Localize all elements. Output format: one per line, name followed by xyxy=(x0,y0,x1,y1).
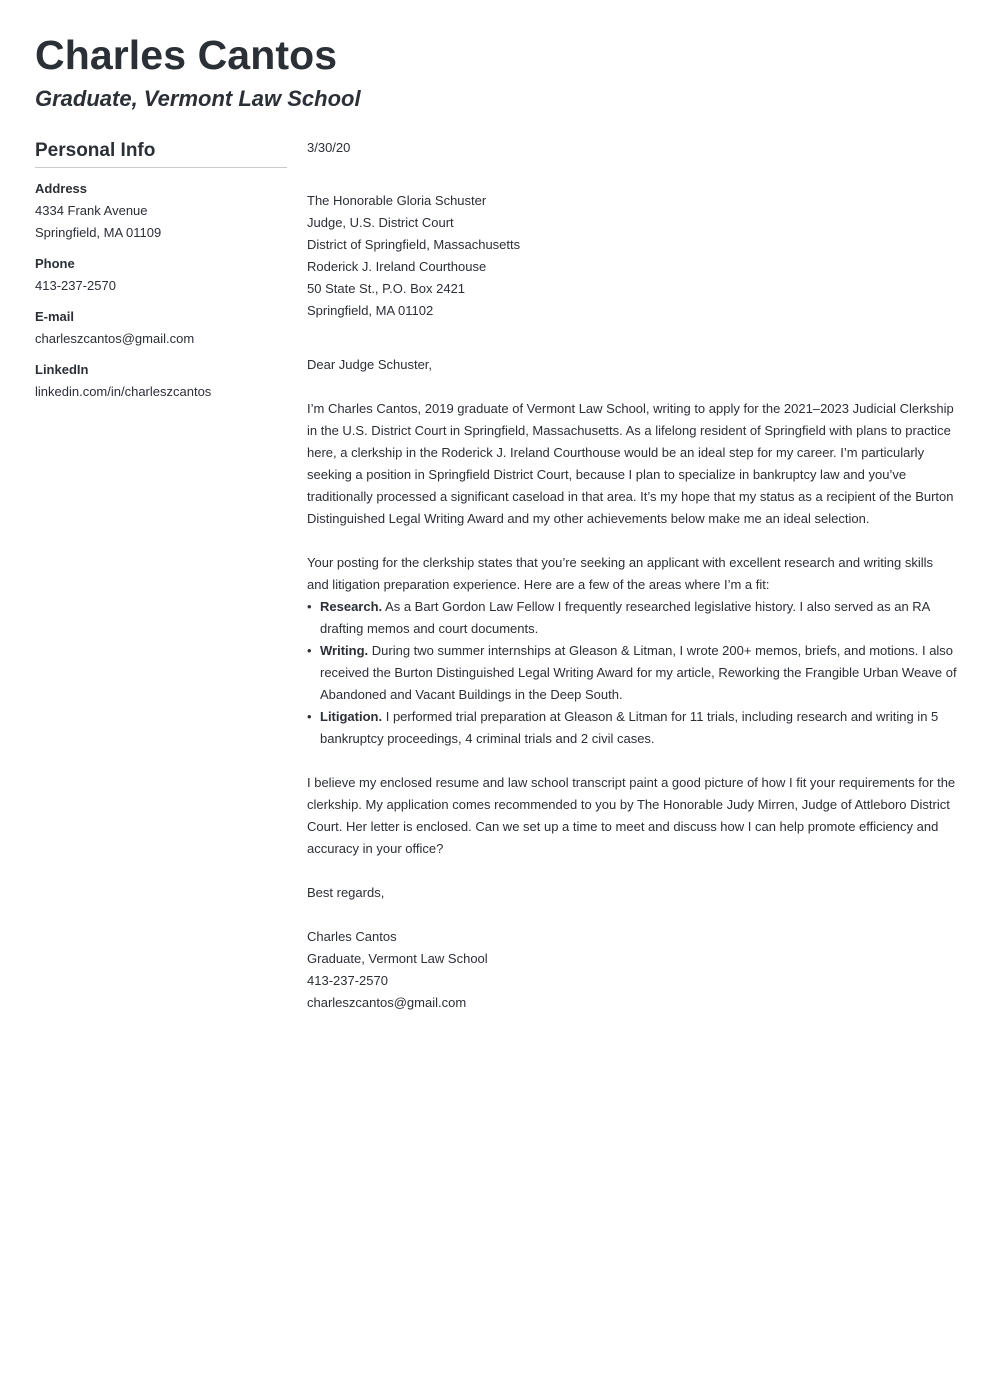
list-item xyxy=(307,706,957,750)
letter-date: 3/30/20 xyxy=(307,140,351,155)
recipient-line: The Honorable Gloria Schuster xyxy=(307,193,487,208)
phone-label: Phone xyxy=(35,256,75,271)
signature-title: Graduate, Vermont Law School xyxy=(307,951,488,966)
linkedin-value: linkedin.com/in/charleszcantos xyxy=(35,384,212,399)
salutation: Dear Judge Schuster, xyxy=(307,357,433,372)
paragraph-fit: Your posting for the clerkship states that you’re seeking an applicant with excellent research and writing skills and litigation preparation experience. Here are a few of the areas where I’m a fit: xyxy=(307,555,934,592)
email-value: charleszcantos@gmail.com xyxy=(35,331,195,346)
list-item xyxy=(307,596,957,640)
bullet-icon: • xyxy=(307,599,312,614)
linkedin-block xyxy=(35,359,287,403)
bullet-text: During two summer internships at Gleason & Litman, I wrote 200+ memos, briefs, and motions. I also received the Burton Distinguished Legal Writing Award for my article, Reworking the Frangible Urban Weave of Abandoned and Vacant Buildings in the Deep South. xyxy=(320,643,957,702)
paragraph-closing: I believe my enclosed resume and law school transcript paint a good picture of how I fit your requirements for the clerkship. My application comes recommended to you by The Honorable Judy Mirren, Judge of Attleboro District Court. Her letter is enclosed. Can we set up a time to meet and discuss how I can help promote efficiency and accuracy in your office? xyxy=(307,775,956,856)
phone-value: 413-237-2570 xyxy=(35,278,116,293)
address-label: Address xyxy=(35,181,88,196)
bullet-title: Writing. xyxy=(320,643,369,658)
recipient-line: 50 State St., P.O. Box 2421 xyxy=(307,281,466,296)
recipient-line: Springfield, MA 01102 xyxy=(307,303,434,318)
address-line-2: Springfield, MA 01109 xyxy=(35,225,162,240)
signature-block xyxy=(307,926,957,1014)
recipient-address xyxy=(307,190,957,322)
applicant-name: Charles Cantos xyxy=(35,32,338,78)
personal-info-sidebar xyxy=(35,138,287,412)
email-label: E-mail xyxy=(35,309,75,324)
phone-block xyxy=(35,253,287,297)
personal-info-heading: Personal Info xyxy=(35,138,287,168)
closing-phrase: Best regards, xyxy=(307,885,385,900)
list-item xyxy=(307,640,957,706)
bullet-title: Research. xyxy=(320,599,383,614)
address-line-1: 4334 Frank Avenue xyxy=(35,203,148,218)
recipient-line: Judge, U.S. District Court xyxy=(307,215,454,230)
recipient-line: District of Springfield, Massachusetts xyxy=(307,237,521,252)
bullet-icon: • xyxy=(307,709,312,724)
bullet-title: Litigation. xyxy=(320,709,383,724)
email-block xyxy=(35,306,287,350)
recipient-line: Roderick J. Ireland Courthouse xyxy=(307,259,487,274)
bullet-text: I performed trial preparation at Gleason & Litman for 11 trials, including research and writing in 5 bankruptcy proceedings, 4 criminal trials and 2 civil cases. xyxy=(320,709,939,746)
signature-name: Charles Cantos xyxy=(307,929,397,944)
linkedin-label: LinkedIn xyxy=(35,362,89,377)
paragraph-intro: I’m Charles Cantos, 2019 graduate of Vermont Law School, writing to apply for the 2021–2023 Judicial Clerkship in the U.S. District Court in Springfield, Massachusetts. As a lifelong resident of Springfield with plans to practice here, a clerkship in the Roderick J. Ireland Courthouse would be an ideal step for my career. I’m particularly seeking a position in Springfield District Court, because I plan to specialize in bankruptcy law and you’ve traditionally processed a significant caseload in that area. It’s my hope that my status as a recipient of the Burton Distinguished Legal Writing Award and my other achievements below make me an ideal selection. xyxy=(307,401,954,526)
address-block xyxy=(35,178,287,244)
bullet-icon: • xyxy=(307,643,312,658)
signature-phone: 413-237-2570 xyxy=(307,973,388,988)
bullet-text: As a Bart Gordon Law Fellow I frequently researched legislative history. I also served as an RA drafting memos and court documents. xyxy=(320,599,930,636)
applicant-subtitle: Graduate, Vermont Law School xyxy=(35,86,361,111)
signature-email: charleszcantos@gmail.com xyxy=(307,995,467,1010)
letter-body xyxy=(307,137,957,1014)
qualification-list xyxy=(307,596,957,750)
